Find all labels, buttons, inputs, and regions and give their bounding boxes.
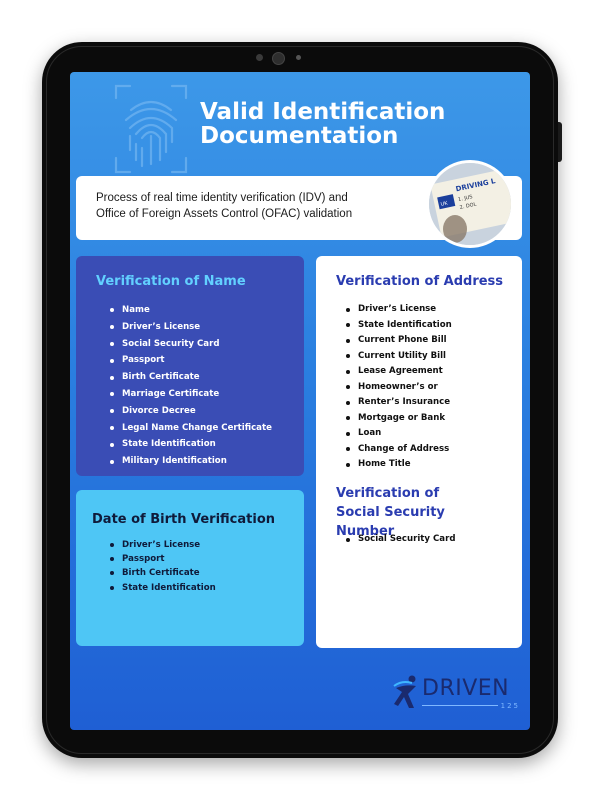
license-badge: UK	[440, 200, 449, 208]
ssn-verification-list	[346, 532, 455, 548]
logo-number: 125	[500, 702, 520, 710]
document-screen	[70, 72, 530, 730]
logo-wordmark: DRIVEN	[422, 676, 510, 701]
list-item: State Identification	[110, 436, 272, 453]
ssn-verification-heading: Verification of Social Security Number	[336, 486, 445, 539]
address-verification-list	[346, 302, 452, 473]
address-verification-heading: Verification of Address	[336, 274, 504, 289]
list-item: Driver’s License	[346, 302, 452, 318]
page-title: Valid Identification Documentation	[200, 99, 446, 149]
license-field-1: 1. JUS	[457, 194, 474, 204]
list-item: Name	[110, 302, 272, 319]
list-item: Military Identification	[110, 453, 272, 470]
list-item: Homeowner’s or	[346, 380, 452, 396]
dob-verification-heading: Date of Birth Verification	[92, 512, 276, 527]
list-item: Legal Name Change Certificate	[110, 420, 272, 437]
license-field-2: 2. DOL	[459, 201, 478, 211]
list-item: Loan	[346, 426, 452, 442]
list-item: Passport	[110, 552, 216, 566]
driving-license-image	[426, 160, 514, 248]
power-button	[558, 122, 562, 162]
address-verification-card	[316, 256, 522, 648]
dob-verification-list	[110, 538, 216, 595]
name-verification-card	[76, 256, 304, 476]
list-item: Social Security Card	[346, 532, 455, 548]
sensor-dot	[256, 54, 263, 61]
list-item: Renter’s Insurance	[346, 395, 452, 411]
driven-figure-icon	[392, 674, 422, 710]
list-item: Driver’s License	[110, 538, 216, 552]
front-camera	[272, 52, 285, 65]
name-verification-heading: Verification of Name	[96, 274, 246, 289]
driven-logo	[392, 672, 522, 712]
intro-text: Process of real time identity verification (IDV) and Office of Foreign Assets Control (OFAC) validation	[96, 192, 353, 220]
list-item: Change of Address	[346, 442, 452, 458]
list-item: Current Utility Bill	[346, 349, 452, 365]
list-item: Birth Certificate	[110, 369, 272, 386]
list-item: State Identification	[110, 581, 216, 595]
logo-divider	[422, 705, 498, 706]
list-item: State Identification	[346, 318, 452, 334]
list-item: Social Security Card	[110, 336, 272, 353]
name-verification-list	[110, 302, 272, 470]
list-item: Driver’s License	[110, 319, 272, 336]
list-item: Home Title	[346, 457, 452, 473]
fingerprint-icon	[96, 80, 206, 190]
list-item: Passport	[110, 352, 272, 369]
license-label: DRIVING L	[455, 177, 497, 194]
list-item: Divorce Decree	[110, 403, 272, 420]
list-item: Birth Certificate	[110, 566, 216, 580]
list-item: Lease Agreement	[346, 364, 452, 380]
list-item: Marriage Certificate	[110, 386, 272, 403]
intro-box	[76, 176, 522, 240]
list-item: Current Phone Bill	[346, 333, 452, 349]
list-item: Mortgage or Bank	[346, 411, 452, 427]
dob-verification-card	[76, 490, 304, 646]
camera-lens-icon	[296, 55, 301, 60]
